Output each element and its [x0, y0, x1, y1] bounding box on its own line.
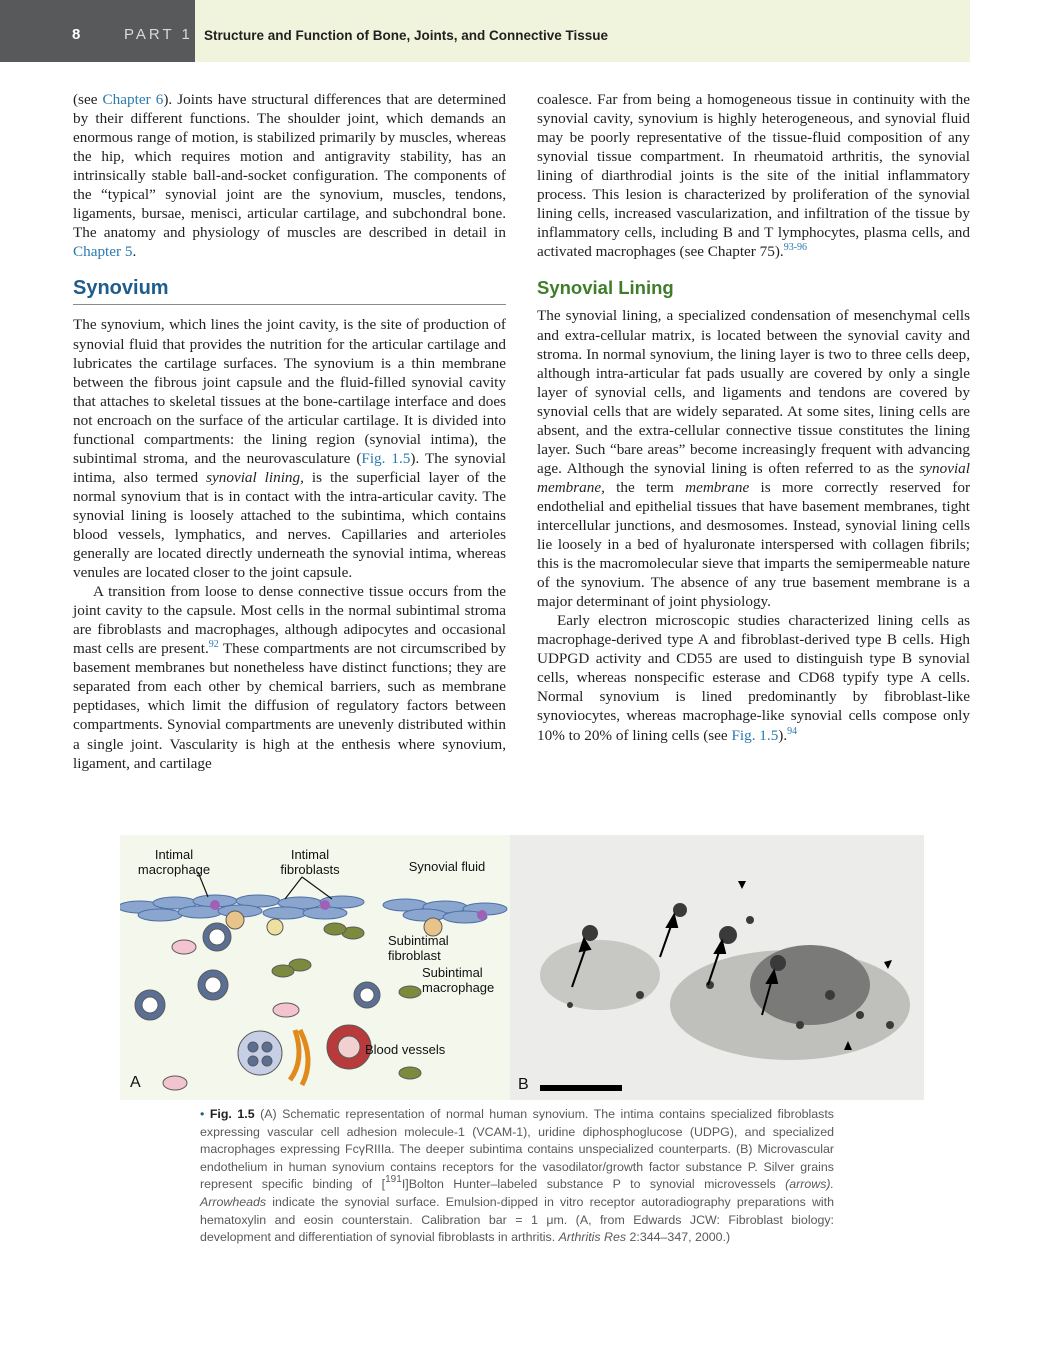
- caption-figure-label: Fig. 1.5: [209, 1107, 255, 1121]
- panel-b-micrograph: [510, 835, 924, 1100]
- paragraph: (see Chapter 6). Joints have structural differences that are determined by their different functions. The shoulder joint, which demands an enormous range of motion, is stabilized primarily by muscles, whereas the hip, which requires motion and antigravity stability, has an intrinsically stable ball-and-socket configuration. The components of the “typical” synovial joint are the synovium, muscles, tendons, ligaments, bursae, menisci, articular cartilage, and subchondral bone. The anatomy and physiology of muscles are described in detail in Chapter 5.: [73, 91, 507, 261]
- paragraph: Early electron microscopic studies characterized lining cells as macrophage-derived type A and fibroblast-derived type B cells. High UDPGD activity and CD55 are used to distinguish type B synovial cells, whereas nonspecific esterase and CD68 typify type A cells. Normal synovium is lined predominantly by fibroblast-like synoviocytes, whereas macrophage-like synovial cells compose only 10% to 20% of lining cells (see Fig. 1.5).$^{94}$: [537, 612, 970, 744]
- figure-caption: • Fig. 1.5 (A) Schematic representation of normal human synovium. The intima contains specialized fibroblasts expressing vascular cell adhesion molecule-1 (VCAM-1), uridine diphosphoglucose (UDPG), and specialized macrophages expressing FcγRIIIa. The deeper subintima contains unspecialized counterparts. (B) Microvascular endothelium in human synovium contains receptors for the vasodilator/growth factor substance P. Silver grains represent specific binding of [$^{191}$I]Bolton Hunter–labeled substance P to synovial microvessels (arrows). Arrowheads indicate the synovial surface. Emulsion-dipped in vitro receptor autoradiography preparations with hematoxylin and eosin counterstain. Calibration bar = 1 μm. (A, from Edwards JCW: Fibroblast biology: development and differentiation of synovial fibroblasts in arthritis. Arthritis Res 2:344–347, 2000.): [200, 1107, 834, 1245]
- section-heading: Synovium: [73, 279, 506, 305]
- page-number: 8: [72, 26, 81, 43]
- label-intimal-macrophage: Intimal macrophage: [137, 847, 211, 877]
- left-column: [73, 90, 506, 773]
- paragraph: A transition from loose to dense connective tissue occurs from the joint cavity to the capsule. Most cells in the normal subintimal stroma are fibroblasts and macrophages, although adipocytes and occasional mast cells are present.$^{92}$ These compartments are not circumscribed by basement membranes but nonetheless have distinct functions; they are separated from each other by chemical barriers, such as membrane peptidases, which limit the diffusion of regulatory factors between compartments. Synovial compartments are unevenly distributed within a single joint. Vascularity is high at the enthesis where synovium, ligament, and cartilage: [73, 583, 506, 772]
- figure-1-5: [120, 835, 924, 1100]
- reference-92[interactable]: 92: [208, 639, 219, 651]
- part-label: PART 1: [124, 26, 193, 43]
- panel-a-schematic: [120, 835, 510, 1100]
- running-header: [0, 0, 970, 62]
- chapter-5-link[interactable]: Chapter 5: [73, 243, 133, 261]
- subsection-heading: Synovial Lining: [537, 277, 674, 299]
- paragraph: The synovium, which lines the joint cavity, is the site of production of synovial fluid that provides the nutrition for the articular cartilage and lubricates the cartilage surfaces. The synovium is a thin membrane between the fibrous joint capsule and the fluid-filled synovial cavity that attaches to skeletal tissues at the bone-cartilage interface and does not encroach on the surface of the articular cartilage. It is divided into functional compartments: the lining region (synovial intima), the subintimal stroma, and the neurovasculature (Fig. 1.5). The synovial intima, also termed synovial lining, is the superficial layer of the normal synovium that is in contact with the intra-articular cavity. The synovial lining is loosely attached to the subintima, which contains blood vessels, lymphatics, and nerves. Capillaries and arterioles generally are located directly underneath the synovial intima, whereas venules are located closer to the joint capsule.: [73, 316, 506, 582]
- fig-1-5-link[interactable]: Fig. 1.5: [361, 449, 411, 467]
- fig-1-5-link[interactable]: Fig. 1.5: [731, 726, 779, 744]
- label-subintimal-fibroblast: Subintimal fibroblast: [388, 933, 449, 963]
- label-subintimal-macrophage: Subintimal macrophage: [422, 965, 495, 995]
- paragraph: The synovial lining, a specialized condensation of mesenchymal cells and extra-cellular matrix, is located between the synovial cavity and stroma. In normal synovium, the lining layer is two to three cells deep, although intra-articular fat pads usually are covered by only a single layer of synovial cells, and ligaments and tendons are covered by synovial cells that are widely separated. At some sites, lining cells are absent, and the extra-cellular connective tissue constitutes the lining layer. Such “bare areas” become increasingly frequent with advancing age. Although the synovial lining is often referred to as the synovial membrane, the term membrane is more correctly reserved for endothelial and epithelial tissues that have basement membranes, tight intercellular junctions, and desmosomes. Instead, synovial lining cells lie loosely in a bed of hyaluronate interspersed with collagen fibrils; this is the macromolecular sieve that imparts the semipermeable nature of the synovium. The absence of any true basement membrane is a major determinant of joint physiology.: [537, 307, 971, 611]
- reference-94[interactable]: 94: [787, 725, 798, 737]
- autoradiography-micrograph: [510, 835, 924, 1100]
- reference-93-96[interactable]: 93-96: [783, 242, 808, 254]
- label-blood-vessels: Blood vessels: [365, 1042, 446, 1057]
- chapter-title: Structure and Function of Bone, Joints, and Connective Tissue: [204, 28, 609, 43]
- label-synovial-fluid: Synovial fluid: [408, 859, 486, 874]
- chapter-6-link[interactable]: Chapter 6: [102, 91, 164, 108]
- paragraph: coalesce. Far from being a homogeneous tissue in continuity with the synovial cavity, synovium is highly heterogeneous, and synovial fluid may be poorly representative of the tissue-fluid composition of any synovial tissue compartment. In rheumatoid arthritis, the synovial lining of diarthrodial joints is the site of the initial inflammatory process. This lesion is characterized by proliferation of the synovial lining cells, increased vascularization, and infiltration of the tissue by inflammatory cells, including B and T lymphocytes, plasma cells, and activated macrophages (see Chapter 75).$^{93-96}$: [537, 91, 970, 261]
- panel-a-label: A: [130, 1074, 141, 1091]
- panel-b-label: B: [518, 1076, 529, 1093]
- label-intimal-fibroblasts: Intimal fibroblasts: [280, 847, 340, 877]
- right-column: [537, 90, 970, 745]
